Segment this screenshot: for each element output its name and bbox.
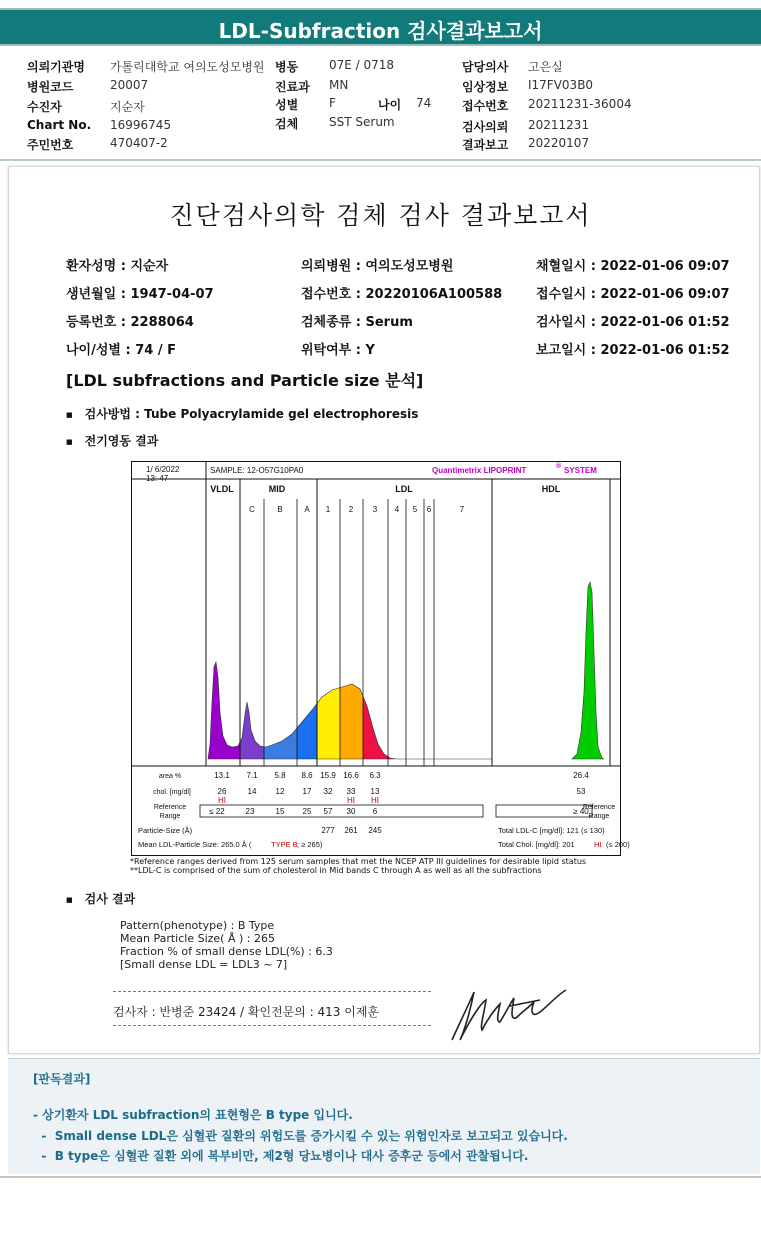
header-value: I17FV03B0 [528,78,594,92]
area-value: 26.4 [573,771,589,780]
banner-title: LDL-Subfraction 검사결과보고서 [218,19,543,43]
ref-value: 30 [346,807,356,816]
divider [113,1025,431,1026]
patient-field: 보고일시 : 2022-01-06 01:52 [536,343,730,358]
results-heading: ■ 검사 결과 [66,890,135,907]
area-value: 15.9 [320,771,336,780]
judgement-line: - 상기환자 LDL subfraction의 표현형은 B type 입니다. [33,1108,353,1122]
ref-label: Reference [582,804,616,811]
footnote: *Reference ranges derived from 125 serum samples that met the NCEP ATP III guidelines for desirable lipid status [130,857,587,866]
header-key: 접수번호 [462,99,509,113]
hi-flag: HI [218,796,226,805]
band-label: 3 [372,505,378,514]
section-heading: [LDL subfractions and Particle size 분석] [66,371,424,390]
header-key: 진료과 [275,80,310,94]
band-label: 5 [412,505,418,514]
chart-sample: SAMPLE: 12-O57G10PA0 [210,466,304,475]
ref-value: ≥ 40 [573,807,589,816]
patient-field: 생년월일 : 1947-04-07 [66,287,214,302]
chol-value: 17 [302,787,312,796]
patient-field: 채혈일시 : 2022-01-06 09:07 [536,259,730,274]
particle-value: 277 [321,826,335,835]
group-label: VLDL [210,484,234,494]
header-key: Chart No. [27,118,92,132]
header-key: 검사의뢰 [462,120,509,134]
header-key: 담당의사 [462,60,509,74]
electrophoresis-heading: ■ 전기영동 결과 [66,432,158,449]
row-label: area % [158,773,182,780]
header-key: 의뢰기관명 [27,60,85,74]
particle-value: 245 [368,826,382,835]
chol-value: 13 [370,787,380,796]
header-key: 나이 [378,98,402,112]
header-value: MN [329,78,349,92]
patient-field: 위탁여부 : Y [301,343,375,358]
bottom-rule [0,1176,761,1178]
total-chol: Total Chol. [mg/dl]: 201 [498,840,575,849]
chol-value: 32 [323,787,333,796]
area-value: 13.1 [214,771,230,780]
header-value: 고은실 [528,60,563,74]
area-value: 16.6 [343,771,359,780]
judgement-line: - Small dense LDL은 심혈관 질환의 위험도를 증가시킬 수 있는 위험인자로 보고되고 있습니다. [33,1129,568,1143]
band-label: B [277,505,283,514]
report-title: 진단검사의학 검체 검사 결과보고서 [169,201,592,230]
ref-value: 25 [302,807,312,816]
chart-brand: Quantimetrix LIPOPRINT [432,466,527,475]
method-line: ■ 검사방법 : Tube Polyacrylamide gel electrophoresis [66,405,418,422]
header-value: 20211231-36004 [528,97,632,111]
group-label: MID [268,484,286,494]
header-value: SST Serum [329,115,395,129]
chol-value: 12 [275,787,285,796]
hi-flag: HI [347,796,355,805]
band-label: 6 [426,505,432,514]
header-value: 07E / 0718 [329,58,395,72]
band-label: 7 [459,505,465,514]
header-value: 470407-2 [110,136,168,150]
band-label: A [304,505,310,514]
ref-value: 15 [275,807,285,816]
area-value: 5.8 [274,771,286,780]
chol-value: 33 [346,787,356,796]
result-line: Pattern(phenotype) : B Type [120,919,275,932]
lipoprint-svg [132,462,630,855]
mean-size: Mean LDL-Particle Size: 265.0 Å ( [138,840,252,849]
group-label: LDL [395,484,413,494]
band-label: 2 [348,505,354,514]
header-value: 지순자 [110,100,145,114]
mean-tail: ; ≥ 265) [297,840,323,849]
result-line: [Small dense LDL = LDL3 ~ 7] [120,958,288,971]
band-label: C [249,505,255,514]
result-line: Fraction % of small dense LDL(%) : 6.3 [120,945,333,958]
ref-value: ≤ 22 [209,807,225,816]
chart-brand-sup: ® [556,463,562,470]
total-chol-ref: (≤ 200) [606,840,630,849]
header-key: 임상정보 [462,80,509,94]
divider [113,991,431,992]
header-value: 20220107 [528,136,590,150]
judgement-title: [판독결과] [33,1072,91,1086]
ref-value: 57 [323,807,333,816]
band-lines [132,462,620,817]
band-label: 1 [325,505,331,514]
header-key: 주민번호 [27,138,74,152]
patient-field: 접수번호 : 20220106A100588 [301,287,503,302]
header-key: 병동 [275,60,299,74]
chart-time: 13: 47 [146,474,169,483]
header-value: F [329,96,336,110]
ref-label: Range [159,813,181,820]
header-key: 결과보고 [462,138,509,152]
patient-field: 검체종류 : Serum [301,315,413,330]
chol-value: 26 [217,787,227,796]
header-value: 16996745 [110,118,172,132]
header-key: 병원코드 [27,80,74,94]
patient-field: 등록번호 : 2288064 [66,315,194,330]
footnote: **LDL-C is comprised of the sum of cholesterol in Mid bands C through A as well as all the subfractions [130,866,542,875]
area-value: 7.1 [246,771,258,780]
patient-field: 의뢰병원 : 여의도성모병원 [301,259,454,274]
particle-label: Particle-Size (Å) [138,826,193,835]
total-chol-hi: HI [594,840,602,849]
total-ldl: Total LDL-C [mg/dl]: 121 (≤ 130) [498,826,605,835]
request-header [0,51,761,161]
ref-value: 23 [245,807,255,816]
header-key: 검체 [275,117,299,131]
chol-value: 53 [576,787,586,796]
chart-date: 1/ 6/2022 [146,465,180,474]
chol-value: 14 [247,787,257,796]
lipoprint-chart [131,461,630,856]
area-value: 6.3 [369,771,381,780]
area-value: 8.6 [301,771,313,780]
header-value: 20007 [110,78,149,92]
patient-field: 검사일시 : 2022-01-06 01:52 [536,315,730,330]
patient-field: 환자성명 : 지순자 [66,259,169,274]
band-label: 4 [394,505,400,514]
patient-field: 나이/성별 : 74 / F [66,343,177,358]
particle-value: 261 [344,826,358,835]
header-key: 성별 [275,98,299,112]
judgement-line: - B type은 심혈관 질환 외에 복부비만, 제2형 당뇨병이나 대사 증후군 등에서 관찰됩니다. [33,1149,529,1163]
header-key: 수진자 [27,100,62,114]
header-value: 74 [416,96,432,110]
hdl-peak [572,582,604,759]
report-banner [0,0,761,51]
signature-mark [440,982,570,1046]
patient-field: 접수일시 : 2022-01-06 09:07 [536,287,730,302]
hi-flag: HI [371,796,379,805]
row-label: chol. [mg/dl] [153,789,191,796]
header-value: 20211231 [528,118,590,132]
ref-value: 6 [372,807,378,816]
chart-brand-tail: SYSTEM [564,466,597,475]
ref-label: Reference [153,804,187,811]
mean-type: TYPE B [271,840,298,849]
ref-box [200,805,483,817]
header-value: 가톨릭대학교 여의도성모병원 [110,60,265,74]
result-line: Mean Particle Size( Å ) : 265 [120,932,275,945]
group-label: HDL [541,484,561,494]
signature-line: 검사자 : 반병준 23424 / 확인전문의 : 413 이제훈 [113,1005,380,1019]
ref-label: Range [588,813,610,820]
